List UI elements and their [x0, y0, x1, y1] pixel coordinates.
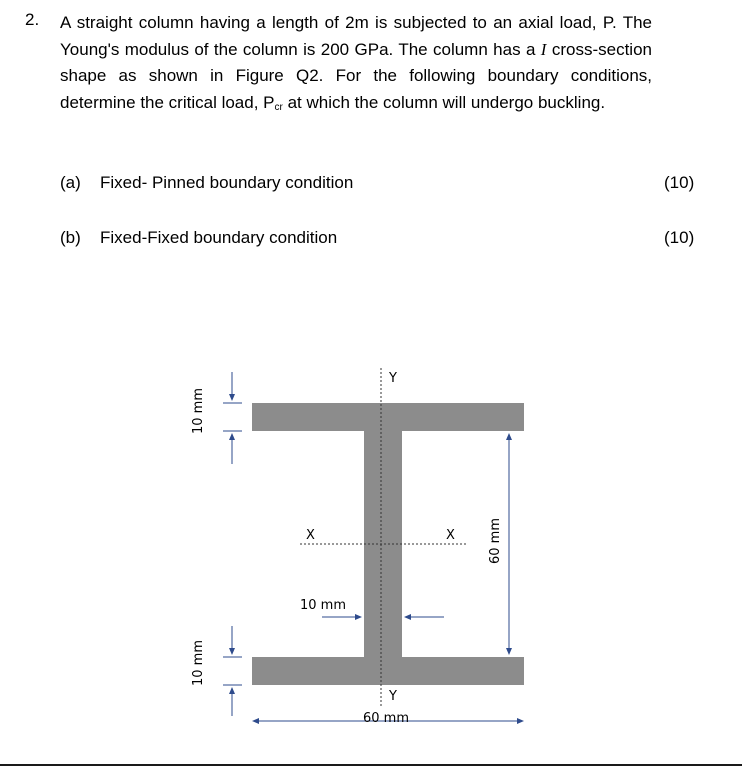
width-dim-arrowhead-left — [252, 718, 259, 724]
question-text-part-3: at which the column will undergo buckling. — [282, 92, 606, 112]
x-axis-label-left: X — [306, 528, 315, 543]
part-b-label: (b) — [60, 228, 81, 247]
top-flange-dim-label: 10 mm — [191, 387, 206, 434]
y-axis-label-bottom: Y — [389, 689, 397, 704]
top-flange — [252, 403, 524, 431]
part-a-label: (a) — [60, 173, 81, 192]
part-a-marks: (10) — [664, 173, 695, 192]
height-dim-label: 60 mm — [488, 517, 503, 564]
part-b-marks: (10) — [664, 228, 695, 247]
part-b-text: Fixed-Fixed boundary condition — [100, 228, 338, 247]
bottom-flange-dim-label: 10 mm — [191, 639, 206, 686]
question-text-part-2: cross-section shape as shown in Figure Q2. For the following boundary conditions, determine the critical load, P — [60, 39, 652, 112]
y-axis-label-top: Y — [389, 371, 397, 386]
bottom-flange — [252, 657, 524, 685]
i-section-letter: I — [540, 39, 547, 59]
question-text-part-1: A straight column having a length of 2m is subjected to an axial load, P. The Young's modulus of the column is 200 GPa. The column has a — [60, 13, 652, 59]
height-dim-arrowhead-bottom — [506, 648, 512, 655]
height-dim-arrowhead-top — [506, 433, 512, 440]
critical-load-subscript: cr — [274, 101, 283, 113]
width-dim-label: 60 mm — [363, 711, 410, 726]
part-a-text: Fixed- Pinned boundary condition — [100, 173, 354, 192]
web-dim-label: 10 mm — [300, 598, 347, 613]
page-bottom-rule — [0, 764, 742, 766]
width-dim-arrowhead-right — [517, 718, 524, 724]
question-number: 2. — [25, 10, 40, 29]
x-axis-label-right: X — [446, 528, 455, 543]
